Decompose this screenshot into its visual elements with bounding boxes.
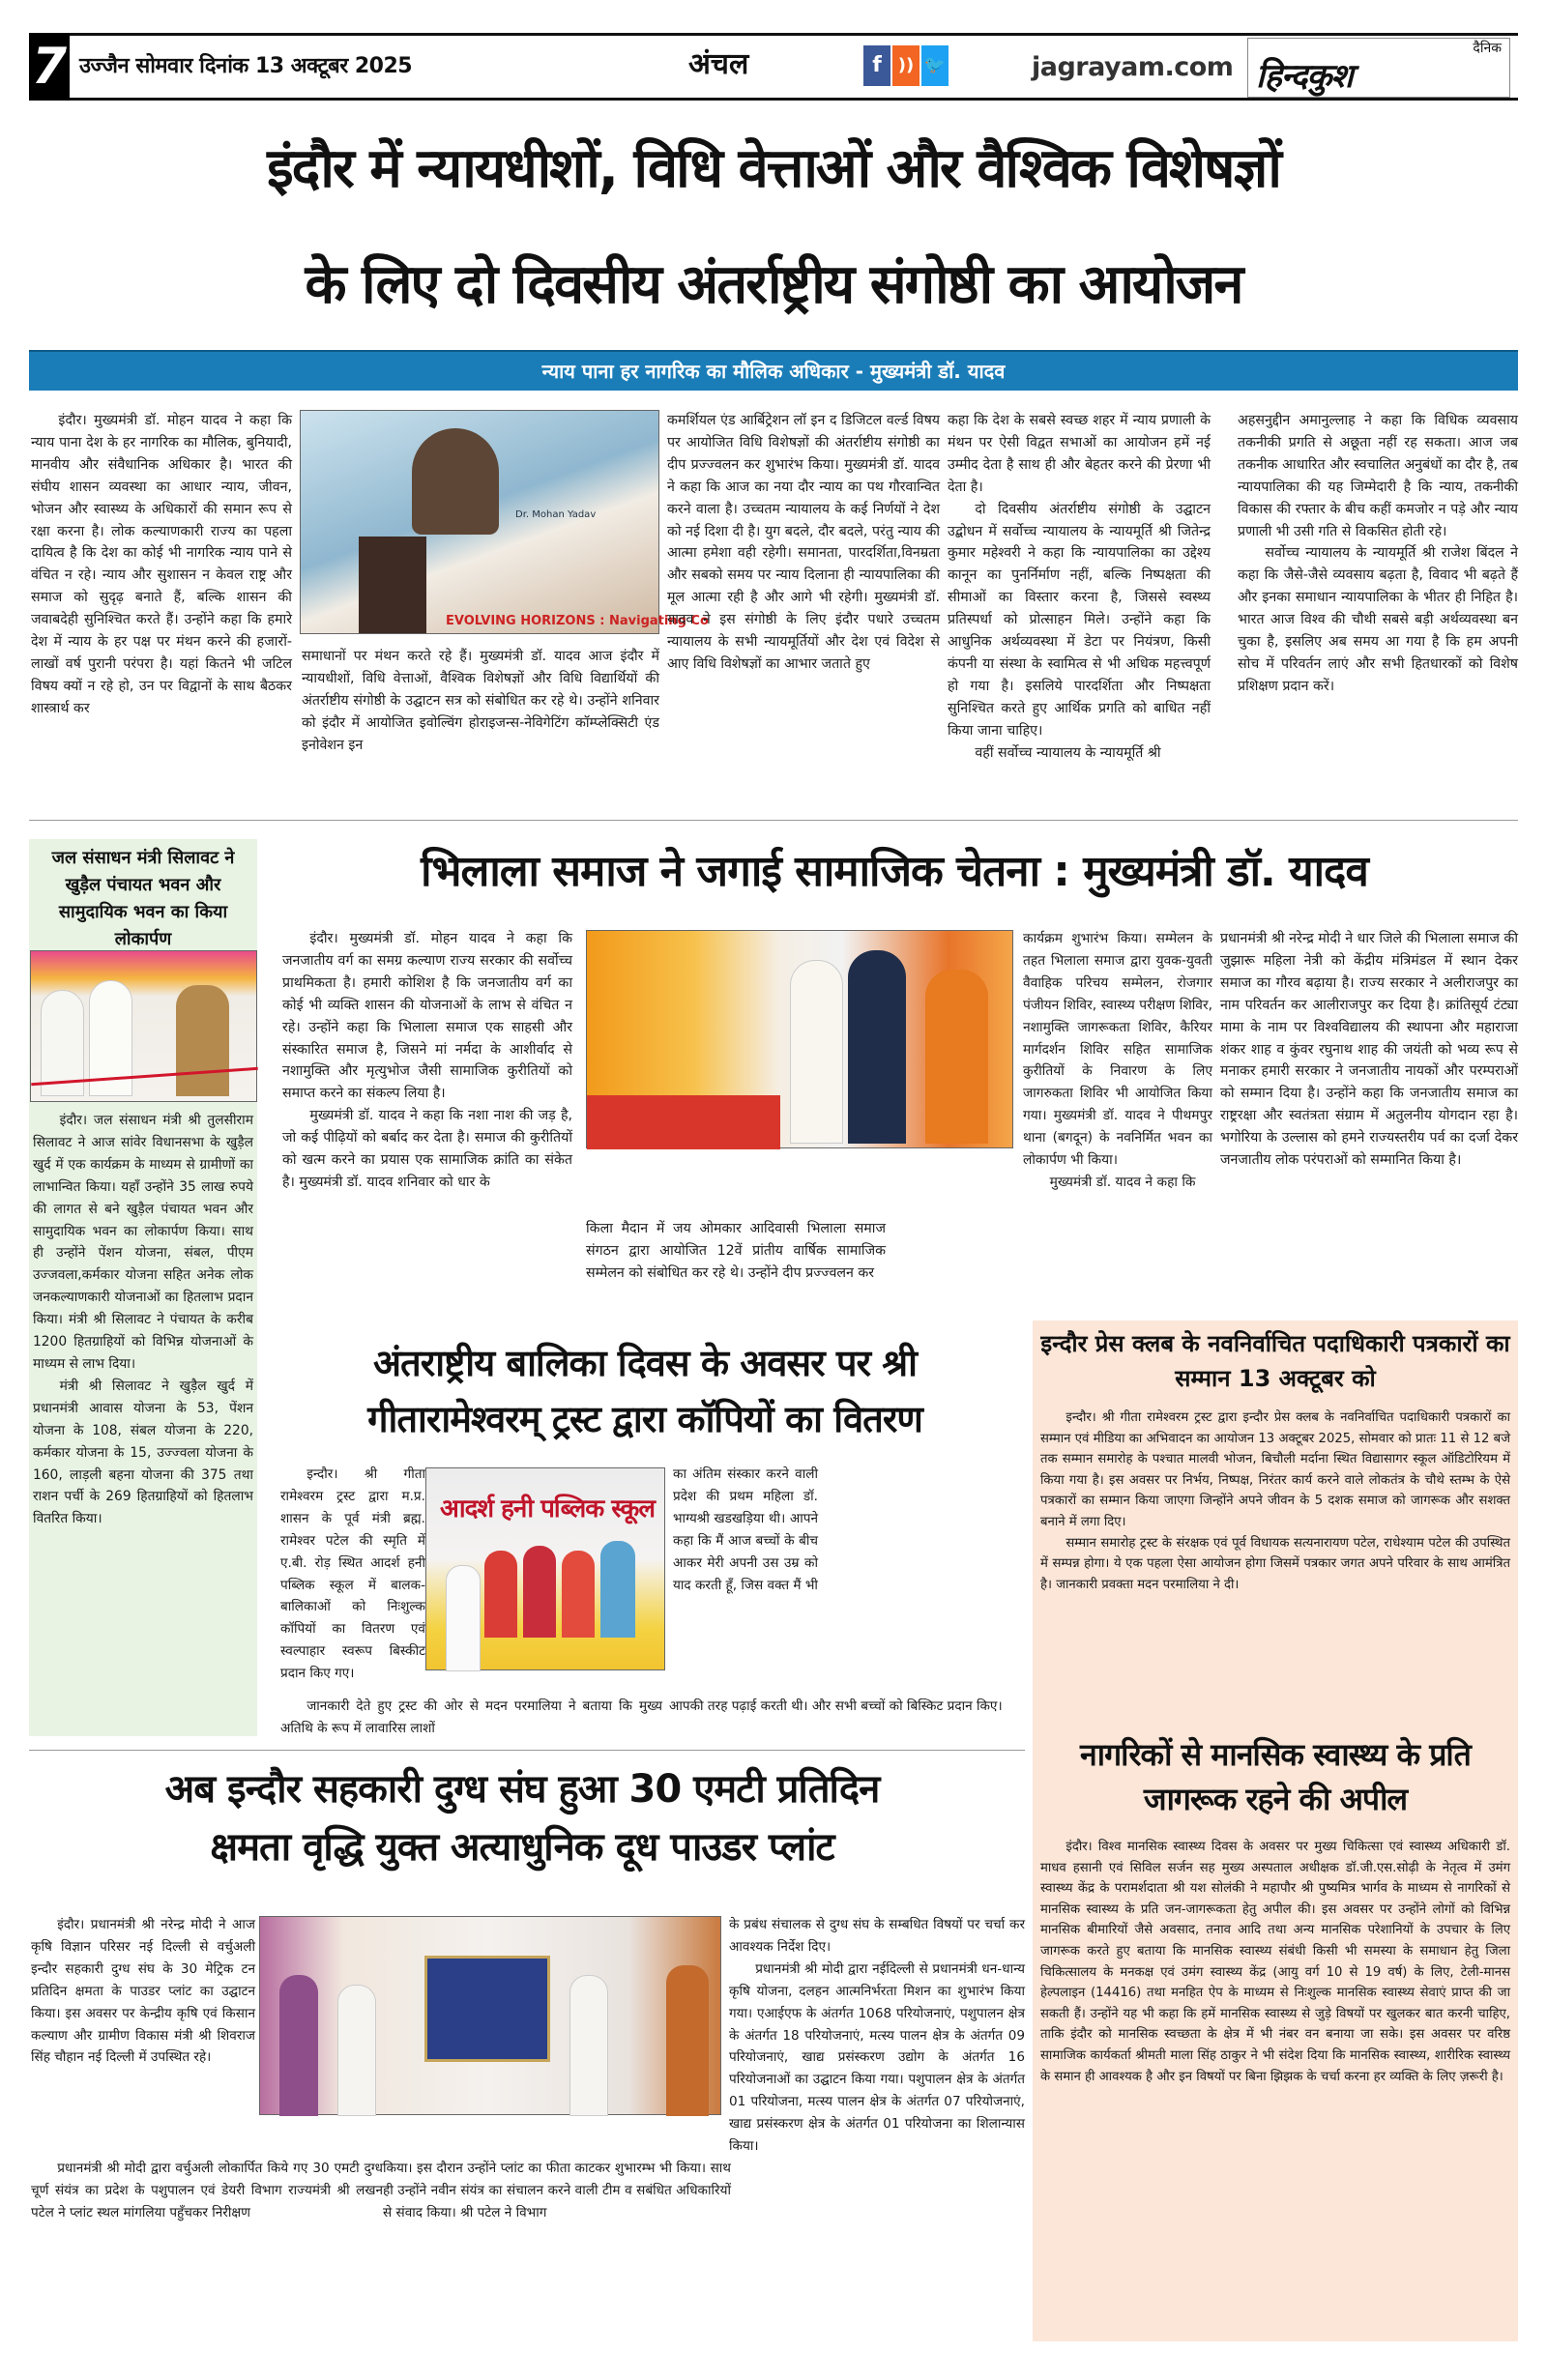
story1-column: [302, 646, 659, 804]
photo-figure: [600, 1541, 635, 1638]
photo-school-banner: आदर्श हनी पब्लिक स्कूल: [440, 1495, 656, 1524]
story2-headline: भिलाला समाज ने जगाई सामाजिक चेतना : मुख्यमंत्री डॉ. यादव: [421, 847, 1368, 896]
press-club-body: [1040, 1408, 1510, 1727]
story1-subhead: न्याय पाना हर नागरिक का मौलिक अधिकार - मुख्यमंत्री डॉ. यादव: [541, 360, 1006, 383]
story2-col3a-text: कार्यक्रम शुभारंभ किया। सम्मेलन के तहत भिलाला समाज द्वारा युवक-युवती वैवाहिक परिचय सम्मेलन, रोजगार पंजीयन शिविर, स्वास्थ्य परीक्षण शिविर, नशामुक्ति जागरूकता शिविर, कैरियर मार्गदर्शन शिविर सहित सामाजिक कुरीतियों के निवारण के लिए जागरुकता शिविर भी आयोजित किया गया। मुख्यमंत्री डॉ. यादव ने पीथमपुर थाना (बगदून) के नवनिर्मित भवन का लोकार्पण भी किया।: [1023, 931, 1212, 1169]
story1-column: [31, 410, 292, 716]
story2-column: [282, 928, 572, 1305]
story1-column: [1238, 410, 1518, 804]
story4-col2-text: किया। इस दौरान उन्होंने प्लांट का फीता काटकर शुभारम्भ भी किया। साथ ही उन्होंने नवीन संयंत्र का संचालन करने वाली टीम व सबंधित अधिकारियों से संवाद किया। श्री पटेल ने विभाग: [383, 2161, 731, 2220]
photo-name-text: Dr. Mohan Yadav: [515, 509, 597, 520]
story4-column: [729, 1914, 1025, 2281]
story1-col4c-text: वहीं सर्वोच्च न्यायालय के न्यायमूर्ति श्री: [975, 744, 1161, 761]
story2-column: [1220, 928, 1518, 1307]
press-club-headline: इन्दौर प्रेस क्लब के नवनिर्वाचित पदाधिकारी पत्रकारों का सम्मान 13 अक्टूबर को: [1040, 1330, 1510, 1392]
photo-table: [587, 1095, 780, 1149]
rss-icon[interactable]: )): [892, 45, 919, 86]
press-club-para2: सम्मान समारोह ट्रस्ट के संरक्षक एवं पूर्व विधायक सत्यनारायण पटेल, राधेश्याम पटेल की उपस्थित में सम्पन्न होगा। ये एक पहला ऐसा आयोजन होगा जिसमें पत्रकार जगत अपने परिवार के साथ आमंत्रित है। जानकारी प्रवक्ता मदन परमालिया ने दी।: [1040, 1535, 1510, 1592]
photo-figure: [848, 950, 906, 1144]
page-number: 7: [29, 33, 70, 101]
website-link[interactable]: jagrayam.com: [1032, 52, 1234, 82]
photo-figure: [446, 1565, 481, 1671]
sidebar-green-para2: मंत्री श्री सिलावट ने खुड़ैल खुर्द में प्रधानमंत्री आवास योजना के 53, पेंशन योजना के 108, संबल योजना के 220, कर्मकार योजना के 15, उज्ज्वला योजना के 160, लाड़ली बहना योजना की 375 तथा राशन पर्ची के 269 हितग्राहियों को हितलाभ वितरित किया।: [33, 1378, 253, 1527]
divider: [29, 1750, 1025, 1751]
sidebar-green-body: [33, 1110, 253, 1728]
story3-col2-text: का अंतिम संस्कार करने वाली प्रदेश की प्रथम महिला डॉ. भाग्यश्री खडखड़िया थी। आपने कहा कि मैं आज बच्चों के बीच आकर मेरी अपनी उस उम्र को याद करती हूँ, जिस वक्त मैं भी: [673, 1466, 818, 1593]
story4-photo: [259, 1916, 721, 2115]
story2-col1a-text: इंदौर। मुख्यमंत्री डॉ. मोहन यादव ने कहा कि जनजातीय वर्ग का समग्र कल्याण राज्य सरकार की सर्वोच्च प्राथमिकता है। हमारी कोशिश है कि जनजातीय वर्ग का कोई भी व्यक्ति शासन की योजनाओं के लाभ से वंचित न रहे। उन्होंने कहा कि भिलाला समाज एक साहसी और संस्कारित समाज है, जिसने मां नर्मदा के आशीर्वाद से नशामुक्ति और मृत्युभोज जैसी सामाजिक कुरीतियों को समाप्त करने का संकल्प लिया है।: [282, 931, 572, 1102]
story3-photo: [425, 1467, 665, 1670]
story4-col3b-text: प्रधानमंत्री श्री मोदी द्वारा नईदिल्ली से प्रधानमंत्री धन-धान्य कृषि योजना, दलहन आत्मनिर्भरता मिशन का शुभारंभ किया गया। एआईएफ के अंतर्गत 1068 परियोजनाएं, पशुपालन क्षेत्र के अंतर्गत 18 परियोजनाएं, मत्स्य पालन क्षेत्र के अंतर्गत 09 परियोजनाएं, खाद्य प्रसंस्करण उद्योग के अंतर्गत 16 परियोजनाओं का उद्घाटन किया गया। पशुपालन क्षेत्र के अंतर्गत 01 परियोजना, मत्स्य पालन क्षेत्र के अंतर्गत 07 परियोजनाएं, खाद्य प्रसंस्करण क्षेत्र के अंतर्गत 01 परियोजना का शिलान्यास किया।: [729, 1960, 1025, 2155]
story4-column: [383, 2158, 731, 2274]
story1-photo: [300, 410, 709, 634]
story3-column: [280, 1696, 662, 1744]
story3-headline-line2: गीतारामेश्वरम् ट्रस्ट द्वारा कॉपियों का वितरण: [367, 1398, 922, 1440]
photo-figure: [279, 1975, 318, 2116]
story4-column: [31, 1914, 255, 2156]
story4-headline-line1: अब इन्दौर सहकारी दुग्ध संघ हुआ 30 एमटी प्रतिदिन: [164, 1767, 880, 1812]
story3-column: [280, 1464, 425, 1692]
photo-figure: [176, 985, 229, 1096]
story3-col1-text: इन्दौर। श्री गीता रामेश्वरम ट्रस्ट द्वारा म.प्र. शासन के पूर्व मंत्री ब्रह्म. रामेश्वर पटेल की स्मृति में ए.बी. रोड़ स्थित आदर्श हनी पब्लिक स्कूल में बालक-बालिकाओं को निःशुल्क कॉपियों का वितरण एवं स्वल्पाहार स्वरूप बिस्कीट प्रदान किए गए।: [280, 1466, 425, 1682]
photo-figure: [562, 1551, 595, 1638]
photo-figure: [484, 1551, 517, 1638]
mental-health-body: [1040, 1837, 1510, 2320]
story3-column: [669, 1696, 1013, 1744]
story2-photo: [586, 930, 1013, 1148]
twitter-icon[interactable]: 🐦: [921, 45, 949, 86]
sidebar-green-headline: जल संसाधन मंत्री सिलावट ने खुड़ैल पंचायत भवन और सामुदायिक भवन का किया लोकार्पण: [51, 848, 235, 949]
story1-headline-line1: इंदौर में न्यायधीशों, विधि वेत्ताओं और वैश्विक विशेषज्ञों: [267, 137, 1280, 200]
story4-col3a-text: के प्रबंध संचालक से दुग्ध संघ के सम्बधित विषयों पर चर्चा कर आवश्यक निर्देश दिए।: [729, 1917, 1025, 1955]
photo-figure: [412, 428, 499, 535]
logo-name: हिन्दकुश: [1256, 57, 1353, 96]
sidebar-green-para1: इंदौर। जल संसाधन मंत्री श्री तुलसीराम सिलावट ने आज सांवेर विधानसभा के खुड़ैल खुर्द में एक कार्यक्रम के माध्यम से ग्रामीणों का लाभान्वित किया। यहाँ उन्होंने 35 लाख रुपये की लागत से बने खुड़ैल पंचायत भवन और सामुदायिक भवन का लोकार्पण किया। साथ ही उन्होंने पेंशन योजना, संबल, पीएम उज्जवला,कर्मकार योजना सहित अनेक लोक जनकल्याणकारी योजनाओं का हितलाभ प्रदान किया। मंत्री श्री सिलावट ने पंचायत के करीब 1200 हितग्राहियों को विभिन्न योजनाओं के माध्यम से लाभ दिया।: [33, 1113, 253, 1372]
divider: [29, 820, 1518, 821]
mental-health-para: इंदौर। विश्व मानसिक स्वास्थ्य दिवस के अवसर पर मुख्य चिकित्सा एवं स्वास्थ्य अधिकारी डॉ. माधव हसानी एवं सिविल सर्जन सह मुख्य अस्पताल अधीक्षक डॉ.जी.एस.सोढ़ी के नेतृत्व में उमंग स्वास्थ्य केंद्र के परामर्शदाता श्री यश सोलंकी ने महापौर श्री पुष्यमित्र भार्गव के माध्यम से नागरिकों से मानसिक स्वास्थ्य के प्रति जन-जागरूकता हेतु अपील की। इस अवसर पर उन्होंने लोगों को विभिन्न मानसिक बीमारियों जैसे अवसाद, तनाव आदि तथा अन्य मानसिक परेशानियों के उपचार के लिए जागरूक करते हुए बताया कि मानसिक स्वास्थ्य संबंधी किसी भी समस्या के समाधान हेतु जिला चिकित्सालय के मनकक्ष एवं उमंग स्वास्थ्य केंद्र (आयु वर्ग 10 से 19 वर्ष) के लिए, टेली-मानस हेल्पलाइन (14416) तथा मनहित ऐप के माध्यम से निःशुल्क मानसिक स्वास्थ्य सेवाएं प्राप्त की जा सकती हैं। उन्होंने यह भी कहा कि हमें मानसिक स्वास्थ्य से जुड़े विषयों पर खुलकर बात करनी चाहिए, ताकि इंदौर को मानसिक स्वच्छता के क्षेत्र में भी नंबर वन बनाया जा सके। इस अवसर पर वरिष्ठ सामाजिक कार्यकर्ता श्रीमती माला सिंह ठाकुर ने भी संदेश दिया कि मानसिक स्वास्थ्य, शारीरिक स्वास्थ्य के समान ही आवश्यक है और इन विषयों पर बिना झिझक के चर्चा करना हर व्यक्ति के लिए ज़रूरी है।: [1040, 1840, 1510, 2084]
photo-figure: [569, 1975, 608, 2116]
photo-figure: [790, 960, 843, 1144]
story1-col3-text: कमर्शियल एंड आर्बिट्रेशन लॉ इन द डिजिटल वर्ल्ड विषय पर आयोजित विधि विशेषज्ञों की अंतर्राष्टीय संगोष्ठी का दीप प्रज्ज्वलन कर शुभारंभ किया। मुख्यमंत्री डॉ. यादव ने कहा कि आज का नया दौर न्याय का पथ गौरवान्वित करने वाला है। उच्चतम न्यायालय के कई निर्णयों ने देश को नई दिशा दी है। युग बदले, दौर बदले, परंतु न्याय की आत्मा हमेशा वही रहेगी। समानता, पारदर्शिता,विनम्रता और सबको समय पर न्याय दिलाना ही न्यायपालिका की मूल आत्मा रही है और आगे भी रहेगी। मुख्यमंत्री डॉ. यादव ने इस संगोष्ठी के लिए इंदौर पधारे उच्चतम न्यायालय के सभी न्यायमूर्तियों और देश एवं विदेश से आए विधि विशेषज्ञों का आभार जताते हुए: [667, 413, 940, 672]
story3-column: [673, 1464, 818, 1692]
photo-figure: [523, 1546, 556, 1638]
press-club-para1: इन्दौर। श्री गीता रामेश्वरम ट्रस्ट द्वारा इन्दौर प्रेस क्लब के नवनिर्वाचित पदाधिकारी पत्रकारों का सम्मान एवं मीडिया का अभिवादन का आयोजन 13 अक्टूबर 2025, सोमवार को प्रातः 11 से 12 बजे तक सम्मान समारोह के पश्चात मालवी भोजन, बिचौली मर्दाना स्थित विद्यासागर स्कूल ऑडिटोरियम में किया गया है। इस अवसर पर निर्भय, निष्पक्ष, निरंतर कार्य करने वाले लोकतंत्र के चौथे स्तम्भ के ऐसे पत्रकारों का सम्मान किया जाएगा जिन्होंने अपने जीवन के 5 दशक समाज को जागरूक और सशक्त बनाने में लगा दिए।: [1040, 1410, 1510, 1529]
story2-col3b-text: मुख्यमंत्री डॉ. यादव ने कहा कि: [1049, 1174, 1196, 1190]
story2-col2-text: किला मैदान में जय ओमकार आदिवासी भिलाला समाज संगठन द्वारा आयोजित 12वें प्रांतीय वार्षिक सामाजिक सम्मेलन को संबोधित कर रहे थे। उन्होंने दीप प्रज्ज्वलन कर: [586, 1221, 886, 1281]
story1-col2-text: समाधानों पर मंथन करते रहे हैं। मुख्यमंत्री डॉ. यादव आज इंदौर में न्यायधीशों, विधि वेत्ताओं, वैश्विक विशेषज्ञों और विधि विद्यार्थियों की अंतर्राष्टीय संगोष्ठी के उद्घाटन सत्र को संबोधित कर रहे थे। उन्होंने शनिवार को इंदौर में आयोजित इवोल्विंग होराइजन्स-नेविगेटिंग कॉम्प्लेक्सिटी एंड इनोवेशन इन: [302, 649, 659, 753]
mental-health-headline: नागरिकों से मानसिक स्वास्थ्य के प्रति जागरूक रहने की अपील: [1080, 1736, 1471, 1817]
story1-subhead-banner: [29, 350, 1518, 391]
story1-col5a-text: अहसनुद्दीन अमानुल्लाह ने कहा कि विधिक व्यवसाय तकनीकी प्रगति से अछूता नहीं रह सकता। आज जब तकनीक आधारित और स्वचालित अनुबंधों का दौर है, तब न्यायपालिका की यह जिम्मेदारी है कि न्याय, तकनीकी विकास की रफ्तार के बीच कहीं कमजोर न पड़े और न्याय प्रणाली भी उसी गति से विकसित होती रहे।: [1238, 413, 1518, 539]
logo-daily-label: दैनिक: [1473, 41, 1502, 56]
facebook-icon[interactable]: f: [863, 45, 890, 86]
photo-banner-text: EVOLVING HORIZONS : Navigating Co: [446, 614, 709, 628]
story4-headline-line2: क्षमता वृद्धि युक्त अत्याधुनिक दूध पाउडर प्लांट: [210, 1825, 834, 1870]
story2-col4-text: प्रधानमंत्री श्री नरेन्द्र मोदी ने धार जिले की भिलाला समाज की जुझारू महिला नेत्री को केंद्रीय मंत्रिमंडल में स्थान देकर समाज का गौरव बढ़ाया है। राज्य सरकार ने अलीराजपुर का नाम परिवर्तन कर आलीराजपुर कर दिया है। क्रांतिसूर्य टंट्या मामा के नाम पर विश्वविद्यालय की स्थापना और महाराजा शंकर शाह व कुंवर रघुनाथ शाह की जयंती को भव्य रूप से मनाकर हमारी सरकार ने जनजातीय नायकों और परम्पराओं को सम्मान दिया है। उन्होंने कहा कि जनजातीय समाज का राष्ट्ररक्षा और स्वतंत्रता संग्राम में अतुलनीय योगदान रहा है। भगोरिया के उल्लास को हमने राज्यस्तरीय पर्व का दर्जा देकर जनजातीय लोक परंपराओं को सम्मानित किया है।: [1220, 931, 1518, 1169]
story3-col2b-text: आपकी तरह पढ़ाई करती थी। और सभी बच्चों को बिस्किट प्रदान किए।: [669, 1698, 1003, 1714]
photo-plaque: [424, 1956, 550, 2062]
story1-column: [948, 410, 1211, 804]
section-name: अंचल: [688, 47, 749, 81]
story3-col1b-text: जानकारी देते हुए ट्रस्ट की ओर से मदन परमालिया ने बताया कि मुख्य अतिथि के रूप में लावारिस लाशों: [280, 1698, 662, 1736]
story1-col4b-text: दो दिवसीय अंतर्राष्टीय संगोष्ठी के उद्घाटन उद्बोधन में सर्वोच्च न्यायालय के न्यायमूर्ति श्री जितेन्द्र कुमार महेश्वरी ने कहा कि न्यायपालिका का उद्देश्य कानून का पुनर्निर्माण नहीं, बल्कि निष्पक्षता की सीमाओं का विस्तार करना है, जिससे स्वस्थ्य प्रतिस्पर्धा को प्रोत्साहन मिले। उन्होंने कहा कि आधुनिक अर्थव्यवस्था में डेटा पर नियंत्रण, किसी कंपनी या संस्था के स्वामित्व से भी अधिक महत्त्वपूर्ण हो गया है। इसलिये पारदर्शिता और निष्पक्षता सुनिश्चित करते हुए आर्थिक प्रगति को बाधित नहीं किया जाना चाहिए।: [948, 501, 1211, 739]
dateline: उज्जैन सोमवार दिनांक 13 अक्टूबर 2025: [79, 54, 413, 78]
story1-col5b-text: सर्वोच्च न्यायालय के न्यायमूर्ति श्री राजेश बिंदल ने कहा कि जैसे-जैसे व्यवसाय बढ़ता है, विवाद भी बढ़ते हैं और इनका समाधान न्यायपालिका के भीतर ही निहित है। भारत आज विश्व की चौथी सबसे बड़ी अर्थव्यवस्था बन चुका है, इसलिए अब समय आ गया है कि हम अपनी सोच में परिवर्तन लाएं और सभी हितधारकों को विशेष प्रशिक्षण प्रदान करें।: [1238, 545, 1518, 694]
photo-figure: [666, 1965, 709, 2116]
newspaper-logo: [1247, 38, 1510, 98]
story2-column: [1023, 928, 1212, 1307]
story1-column: [667, 410, 940, 804]
photo-podium: [359, 537, 426, 633]
story4-column: [31, 2158, 383, 2274]
photo-figure: [925, 970, 988, 1144]
story2-col1b-text: मुख्यमंत्री डॉ. यादव ने कहा कि नशा नाश की जड़ है, जो कई पीढ़ियों को बर्बाद कर देता है। समाज की कुरीतियों को खत्म करने का प्रयास एक सामाजिक क्रांति का संकेत है। मुख्यमंत्री डॉ. यादव शनिवार को धार के: [282, 1108, 572, 1190]
story2-column: [586, 1218, 886, 1305]
photo-figure: [337, 1985, 376, 2116]
story4-col1-text: इंदौर। प्रधानमंत्री श्री नरेन्द्र मोदी ने आज कृषि विज्ञान परिसर नई दिल्ली से वर्चुअली इन्दौर सहकारी दुग्ध संघ के 30 मेट्रिक टन प्रतिदिन क्षमता के पाउडर प्लांट का उद्घाटन किया। इस अवसर पर केन्द्रीय कृषि एवं किसान कल्याण और ग्रामीण विकास मंत्री श्री शिवराज सिंह चौहान नई दिल्ली में उपस्थित रहे।: [31, 1917, 255, 2066]
story1-col1-text: इंदौर। मुख्यमंत्री डॉ. मोहन यादव ने कहा कि न्याय पाना देश के हर नागरिक का मौलिक, बुनियादी, मानवीय और संवैधानिक अधिकार है। भारत की संघीय शासन व्यवस्था का आधार न्याय, जीवन, भोजन और स्वास्थ्य के अधिकारों की समान रूप से रक्षा करना है। लोक कल्याणकारी राज्य का पहला दायित्व है कि देश का कोई भी नागरिक न्याय पाने से वंचित न रहे। न्याय और सुशासन न केवल राष्ट्र और समाज को सुदृढ़ बनाते हैं, बल्कि शासन की जवाबदेही सुनिश्चित करते हैं। उन्होंने कहा कि हमारे देश में न्याय के हर पक्ष पर मंथन करने की हजारों-लाखों वर्ष पुरानी परंपरा है। यहां कितने भी जटिल विषय क्यों न रहे हो, उन पर विद्वानों के साथ बैठकर शास्त्रार्थ कर: [31, 413, 292, 716]
story3-headline-line1: अंतराष्ट्रीय बालिका दिवस के अवसर पर श्री: [373, 1342, 917, 1384]
story1-headline-line2: के लिए दो दिवसीय अंतर्राष्ट्रीय संगोष्ठी का आयोजन: [305, 253, 1242, 316]
sidebar-green-photo: [30, 950, 257, 1102]
story1-col4a-text: कहा कि देश के सबसे स्वच्छ शहर में न्याय प्रणाली के मंथन पर ऐसी विद्वत सभाओं का आयोजन हमें नई उम्मीद देता है साथ ही और बेहतर करने की प्रेरणा भी देता है।: [948, 413, 1211, 495]
story4-col1b-text: प्रधानमंत्री श्री मोदी द्वारा वर्चुअली लोकार्पित किये गए 30 एमटी दुग्ध चूर्ण संयंत्र का प्रदेश के पशुपालन एवं डेयरी विभाग राज्यमंत्री श्री लखन पटेल ने प्लांट स्थल मांगलिया पहुँचकर निरीक्षण: [31, 2161, 383, 2220]
